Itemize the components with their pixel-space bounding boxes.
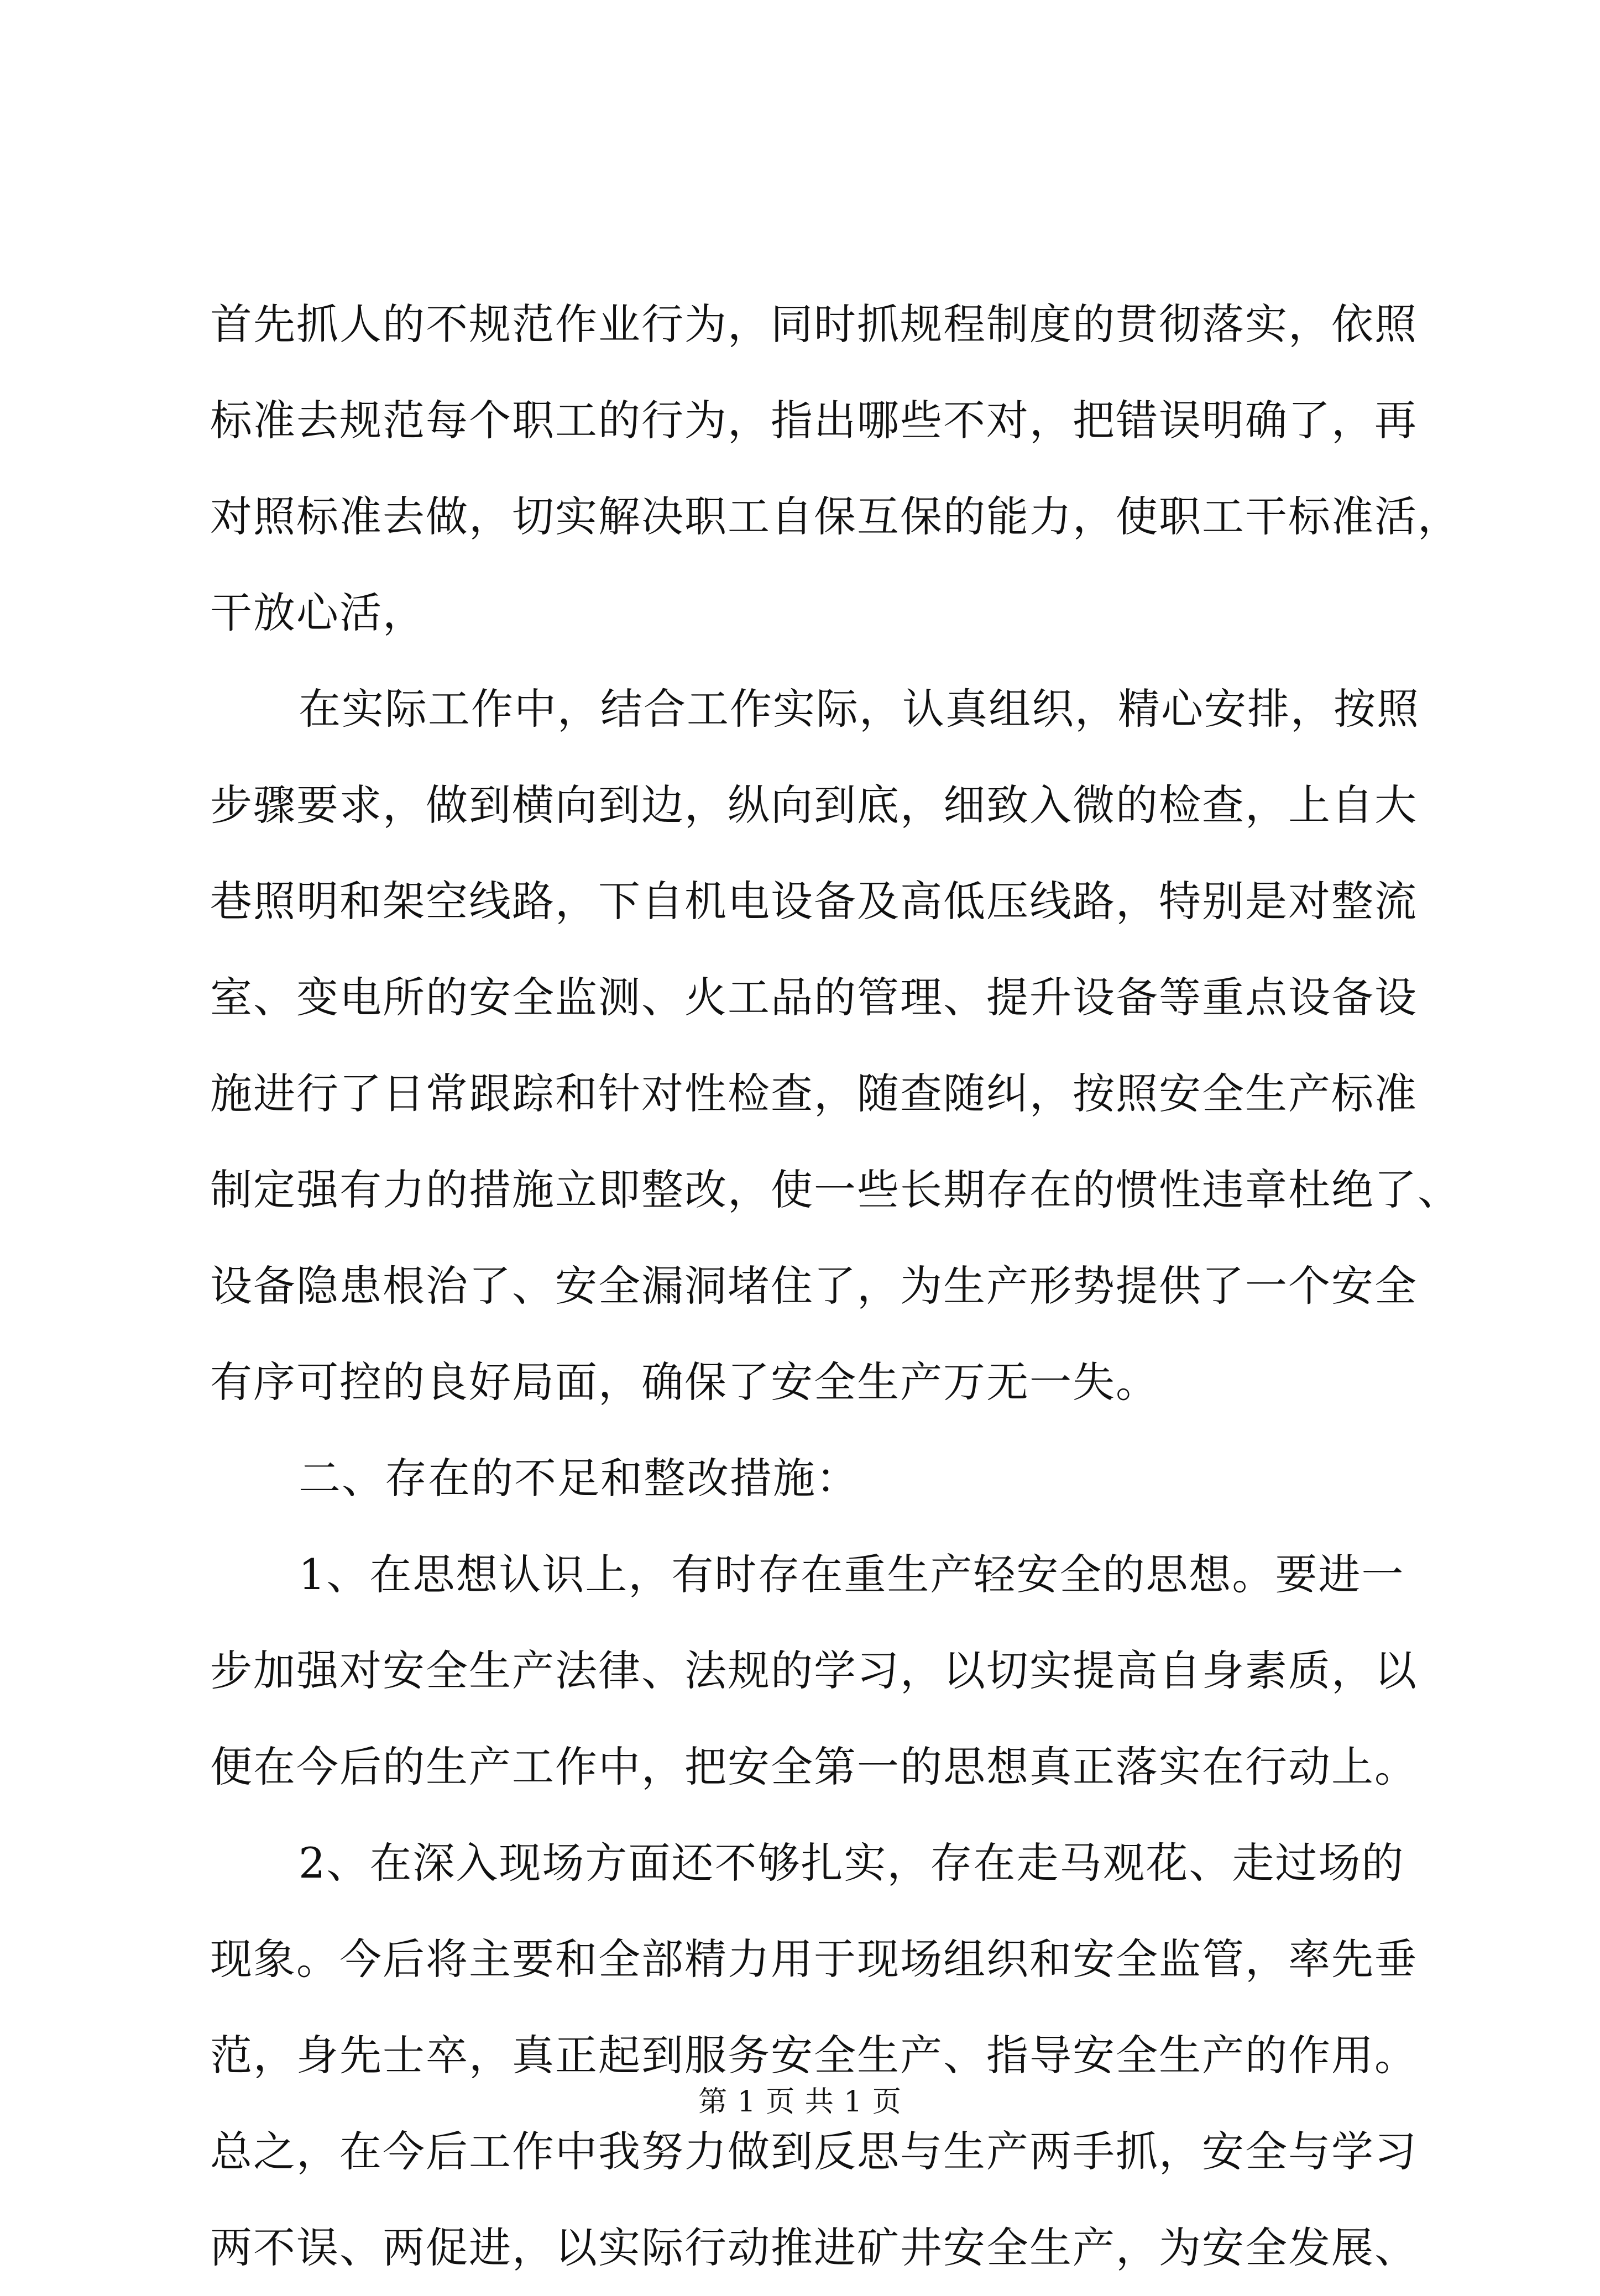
text-line: 现象。今后将主要和全部精力用于现场组织和安全监管，率先垂	[210, 1935, 1418, 1984]
text-line: 标准去规范每个职工的行为，指出哪些不对，把错误明确了，再	[210, 396, 1418, 445]
text-line: 步加强对安全生产法律、法规的学习，以切实提高自身素质，以	[210, 1646, 1418, 1695]
section-heading: 二、存在的不足和整改措施：	[299, 1454, 859, 1503]
text-line: 两不误、两促进，以实际行动推进矿井安全生产，为安全发展、	[210, 2223, 1418, 2272]
text-line: 2、在深入现场方面还不够扎实，存在走马观花、走过场的	[299, 1838, 1405, 1888]
text-line: 总之，在今后工作中我努力做到反思与生产两手抓，安全与学习	[210, 2127, 1418, 2176]
text-line: 施进行了日常跟踪和针对性检查，随查随纠，按照安全生产标准	[210, 1069, 1418, 1118]
text-line: 有序可控的良好局面，确保了安全生产万无一失。	[210, 1357, 1159, 1407]
text-line: 设备隐患根治了、安全漏洞堵住了，为生产形势提供了一个安全	[210, 1261, 1418, 1310]
text-line: 制定强有力的措施立即整改，使一些长期存在的惯性违章杜绝了、	[210, 1165, 1461, 1214]
page-number-footer: 第 1 页 共 1 页	[698, 2085, 902, 2119]
text-line: 便在今后的生产工作中，把安全第一的思想真正落实在行动上。	[210, 1742, 1418, 1791]
text-line: 首先抓人的不规范作业行为，同时抓规程制度的贯彻落实，依照	[210, 300, 1418, 349]
text-line: 步骤要求，做到横向到边，纵向到底，细致入微的检查，上自大	[210, 780, 1418, 830]
text-line: 1、在思想认识上，有时存在重生产轻安全的思想。要进一	[299, 1550, 1405, 1599]
text-line: 对照标准去做，切实解决职工自保互保的能力，使职工干标准活，	[210, 492, 1461, 541]
text-line: 干放心活，	[210, 588, 426, 637]
text-line: 巷照明和架空线路，下自机电设备及高低压线路，特别是对整流	[210, 877, 1418, 926]
text-line: 范，身先士卒，真正起到服务安全生产、指导安全生产的作用。	[210, 2031, 1418, 2080]
text-line: 室、变电所的安全监测、火工品的管理、提升设备等重点设备设	[210, 973, 1418, 1022]
text-line: 在实际工作中，结合工作实际，认真组织，精心安排，按照	[299, 684, 1420, 733]
document-body	[210, 276, 1461, 2296]
